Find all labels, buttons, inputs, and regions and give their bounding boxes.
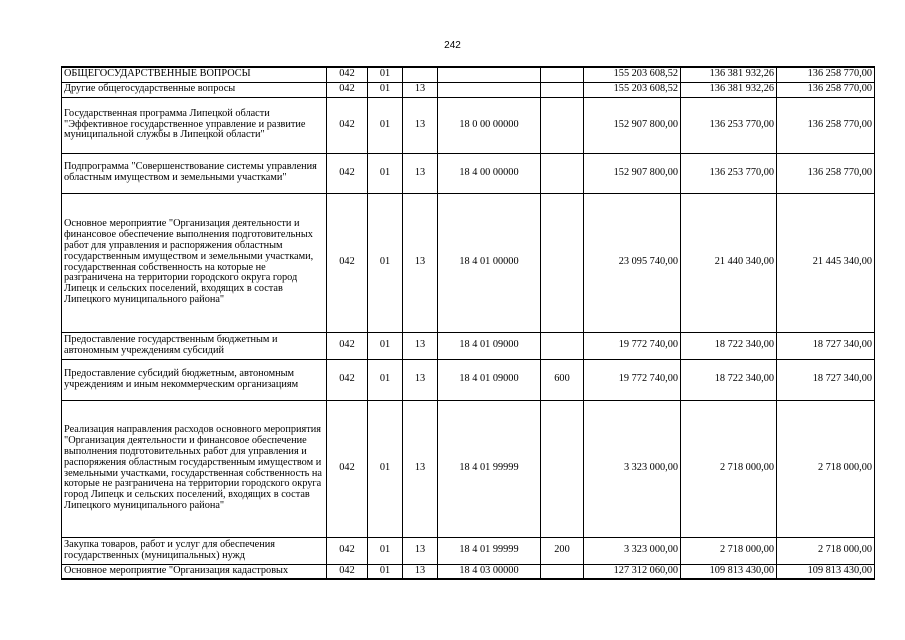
row-name: Государственная программа Липецкой области "Эффективное государственное управление и развитие муниципальной службы в Липецкой области" xyxy=(62,97,327,153)
row-name: Основное мероприятие "Организация кадастровых xyxy=(62,564,327,579)
row-section-code: 01 xyxy=(368,82,403,97)
table-row xyxy=(62,537,875,564)
row-amount-year-3: 2 718 000,00 xyxy=(777,537,875,564)
row-ministry-code: 042 xyxy=(327,82,368,97)
row-ministry-code: 042 xyxy=(327,97,368,153)
row-expense-type-code xyxy=(541,193,584,332)
row-ministry-code: 042 xyxy=(327,153,368,193)
row-amount-year-3: 136 258 770,00 xyxy=(777,153,875,193)
row-amount-year-1: 19 772 740,00 xyxy=(584,359,681,400)
page-number: 242 xyxy=(444,40,461,51)
row-subsection-code: 13 xyxy=(403,97,438,153)
table-row xyxy=(62,153,875,193)
row-name: Предоставление субсидий бюджетным, автономным учреждениям и иным некоммерческим организациям xyxy=(62,359,327,400)
table-row xyxy=(62,97,875,153)
row-target-article-code: 18 4 01 99999 xyxy=(438,537,541,564)
row-section-code: 01 xyxy=(368,193,403,332)
row-subsection-code: 13 xyxy=(403,537,438,564)
row-amount-year-2: 136 253 770,00 xyxy=(681,153,777,193)
row-amount-year-1: 19 772 740,00 xyxy=(584,332,681,359)
row-section-code: 01 xyxy=(368,537,403,564)
table-row xyxy=(62,67,875,82)
row-target-article-code: 18 0 00 00000 xyxy=(438,97,541,153)
row-amount-year-1: 3 323 000,00 xyxy=(584,400,681,537)
row-ministry-code: 042 xyxy=(327,537,368,564)
row-ministry-code: 042 xyxy=(327,400,368,537)
row-amount-year-1: 3 323 000,00 xyxy=(584,537,681,564)
row-target-article-code: 18 4 01 99999 xyxy=(438,400,541,537)
row-ministry-code: 042 xyxy=(327,359,368,400)
row-amount-year-1: 127 312 060,00 xyxy=(584,564,681,579)
row-target-article-code: 18 4 01 00000 xyxy=(438,193,541,332)
row-amount-year-3: 2 718 000,00 xyxy=(777,400,875,537)
row-target-article-code xyxy=(438,67,541,82)
row-name: Подпрограмма "Совершенствование системы управления областным имуществом и земельными участками" xyxy=(62,153,327,193)
row-amount-year-2: 136 253 770,00 xyxy=(681,97,777,153)
row-expense-type-code xyxy=(541,332,584,359)
table-row xyxy=(62,82,875,97)
row-section-code: 01 xyxy=(368,400,403,537)
row-subsection-code: 13 xyxy=(403,82,438,97)
row-amount-year-1: 155 203 608,52 xyxy=(584,67,681,82)
row-ministry-code: 042 xyxy=(327,332,368,359)
row-ministry-code: 042 xyxy=(327,564,368,579)
row-target-article-code: 18 4 03 00000 xyxy=(438,564,541,579)
row-expense-type-code xyxy=(541,97,584,153)
row-amount-year-2: 2 718 000,00 xyxy=(681,537,777,564)
row-section-code: 01 xyxy=(368,97,403,153)
row-amount-year-2: 18 722 340,00 xyxy=(681,359,777,400)
row-subsection-code: 13 xyxy=(403,564,438,579)
row-amount-year-1: 152 907 800,00 xyxy=(584,97,681,153)
table-row xyxy=(62,193,875,332)
row-name: Закупка товаров, работ и услуг для обеспечения государственных (муниципальных) нужд xyxy=(62,537,327,564)
row-amount-year-2: 136 381 932,26 xyxy=(681,82,777,97)
row-amount-year-2: 18 722 340,00 xyxy=(681,332,777,359)
row-amount-year-1: 155 203 608,52 xyxy=(584,82,681,97)
table-row xyxy=(62,400,875,537)
row-amount-year-1: 152 907 800,00 xyxy=(584,153,681,193)
row-subsection-code: 13 xyxy=(403,153,438,193)
row-name: Предоставление государственным бюджетным и автономным учреждениям субсидий xyxy=(62,332,327,359)
row-amount-year-3: 18 727 340,00 xyxy=(777,359,875,400)
row-subsection-code: 13 xyxy=(403,359,438,400)
table-row xyxy=(62,564,875,579)
row-target-article-code: 18 4 01 09000 xyxy=(438,332,541,359)
row-ministry-code: 042 xyxy=(327,193,368,332)
row-amount-year-3: 21 445 340,00 xyxy=(777,193,875,332)
row-name: ОБЩЕГОСУДАРСТВЕННЫЕ ВОПРОСЫ xyxy=(62,67,327,82)
row-expense-type-code: 200 xyxy=(541,537,584,564)
row-section-code: 01 xyxy=(368,564,403,579)
row-expense-type-code xyxy=(541,153,584,193)
row-subsection-code: 13 xyxy=(403,332,438,359)
row-ministry-code: 042 xyxy=(327,67,368,82)
row-amount-year-2: 109 813 430,00 xyxy=(681,564,777,579)
row-section-code: 01 xyxy=(368,332,403,359)
row-amount-year-3: 136 258 770,00 xyxy=(777,82,875,97)
row-section-code: 01 xyxy=(368,67,403,82)
row-target-article-code: 18 4 00 00000 xyxy=(438,153,541,193)
row-amount-year-3: 109 813 430,00 xyxy=(777,564,875,579)
table-body xyxy=(62,67,875,579)
row-amount-year-3: 136 258 770,00 xyxy=(777,67,875,82)
row-expense-type-code xyxy=(541,67,584,82)
row-name: Реализация направления расходов основного мероприятия "Организация деятельности и финансовое обеспечение выполнения подготовительных работ для управления и распоряжения областным государственным имуществом и земельными участками, государственная собственность на которые не разграничена на территории городского округа город Липецк и сельских поселений, входящих в состав Липецкого муниципального района" xyxy=(62,400,327,537)
row-name: Другие общегосударственные вопросы xyxy=(62,82,327,97)
row-expense-type-code xyxy=(541,400,584,537)
row-amount-year-1: 23 095 740,00 xyxy=(584,193,681,332)
row-expense-type-code xyxy=(541,82,584,97)
row-subsection-code: 13 xyxy=(403,193,438,332)
row-section-code: 01 xyxy=(368,153,403,193)
row-expense-type-code: 600 xyxy=(541,359,584,400)
table-row xyxy=(62,359,875,400)
row-section-code: 01 xyxy=(368,359,403,400)
row-subsection-code xyxy=(403,67,438,82)
row-target-article-code xyxy=(438,82,541,97)
row-amount-year-2: 21 440 340,00 xyxy=(681,193,777,332)
table-row xyxy=(62,332,875,359)
row-amount-year-3: 136 258 770,00 xyxy=(777,97,875,153)
row-expense-type-code xyxy=(541,564,584,579)
row-name: Основное мероприятие "Организация деятельности и финансовое обеспечение выполнения подготовительных работ для управления и распоряжения областным государственным имуществом и земельными участками, государственная собственность на которые не разграничена на территории городского округа город Липецк и сельских поселений, входящих в состав Липецкого муниципального района" xyxy=(62,193,327,332)
row-subsection-code: 13 xyxy=(403,400,438,537)
row-amount-year-2: 136 381 932,26 xyxy=(681,67,777,82)
row-amount-year-2: 2 718 000,00 xyxy=(681,400,777,537)
budget-table xyxy=(61,66,875,580)
row-amount-year-3: 18 727 340,00 xyxy=(777,332,875,359)
row-target-article-code: 18 4 01 09000 xyxy=(438,359,541,400)
